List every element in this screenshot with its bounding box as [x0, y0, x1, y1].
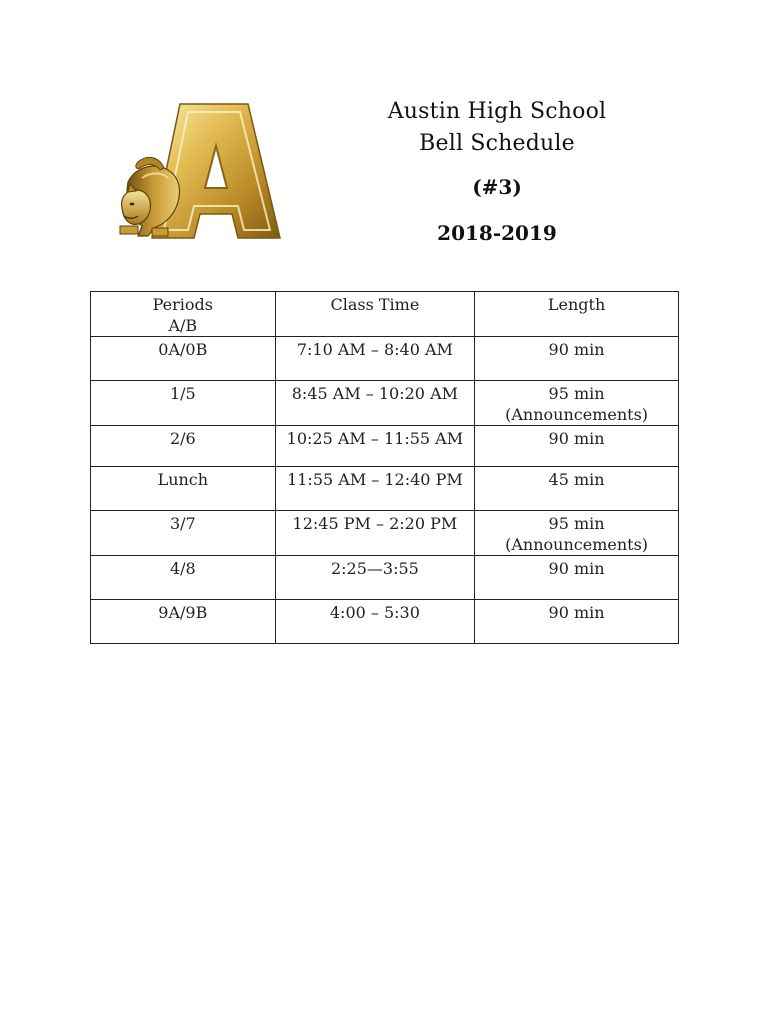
title-block — [360, 96, 634, 246]
class-time-cell: 4:00 – 5:30 — [275, 600, 475, 644]
class-time-cell: 11:55 AM – 12:40 PM — [275, 467, 475, 511]
table-row — [91, 556, 679, 600]
school-name: Austin High School — [387, 99, 607, 124]
table-header-row — [91, 292, 679, 337]
austin-a-panther-logo-icon — [108, 98, 286, 248]
length-cell — [475, 467, 679, 511]
length-note: (Announcements) — [505, 535, 649, 554]
length-cell — [475, 600, 679, 644]
length-value: 90 min — [548, 429, 605, 448]
table-row — [91, 381, 679, 426]
schedule-number: (#3) — [472, 175, 522, 199]
length-note: (Announcements) — [505, 405, 649, 424]
period-cell: Lunch — [91, 467, 276, 511]
period-cell: 3/7 — [91, 511, 276, 556]
class-time-cell: 2:25—3:55 — [275, 556, 475, 600]
period-cell: 9A/9B — [91, 600, 276, 644]
table-row — [91, 467, 679, 511]
table-row — [91, 511, 679, 556]
class-time-cell: 10:25 AM – 11:55 AM — [275, 426, 475, 467]
period-cell: 2/6 — [91, 426, 276, 467]
class-time-cell: 7:10 AM – 8:40 AM — [275, 337, 475, 381]
school-logo — [108, 98, 286, 248]
length-value: 90 min — [548, 559, 605, 578]
period-cell: 1/5 — [91, 381, 276, 426]
table-row — [91, 426, 679, 467]
length-value: 45 min — [548, 470, 605, 489]
period-cell: 0A/0B — [91, 337, 276, 381]
length-cell — [475, 381, 679, 426]
school-year: 2018-2019 — [437, 221, 557, 245]
length-cell — [475, 337, 679, 381]
length-value: 95 min — [548, 514, 605, 533]
document-title: Bell Schedule — [419, 131, 575, 156]
length-value: 90 min — [548, 603, 605, 622]
period-cell: 4/8 — [91, 556, 276, 600]
column-header-label: Periods — [152, 295, 213, 314]
length-value: 90 min — [548, 340, 605, 359]
class-time-cell: 8:45 AM – 10:20 AM — [275, 381, 475, 426]
column-header-periods — [91, 292, 276, 337]
length-cell — [475, 426, 679, 467]
length-value: 95 min — [548, 384, 605, 403]
table-row — [91, 600, 679, 644]
length-cell — [475, 511, 679, 556]
column-header-sublabel: A/B — [168, 316, 198, 335]
class-time-cell: 12:45 PM – 2:20 PM — [275, 511, 475, 556]
column-header-class-time: Class Time — [275, 292, 475, 337]
column-header-length: Length — [475, 292, 679, 337]
table-row — [91, 337, 679, 381]
bell-schedule-table — [90, 291, 679, 644]
length-cell — [475, 556, 679, 600]
